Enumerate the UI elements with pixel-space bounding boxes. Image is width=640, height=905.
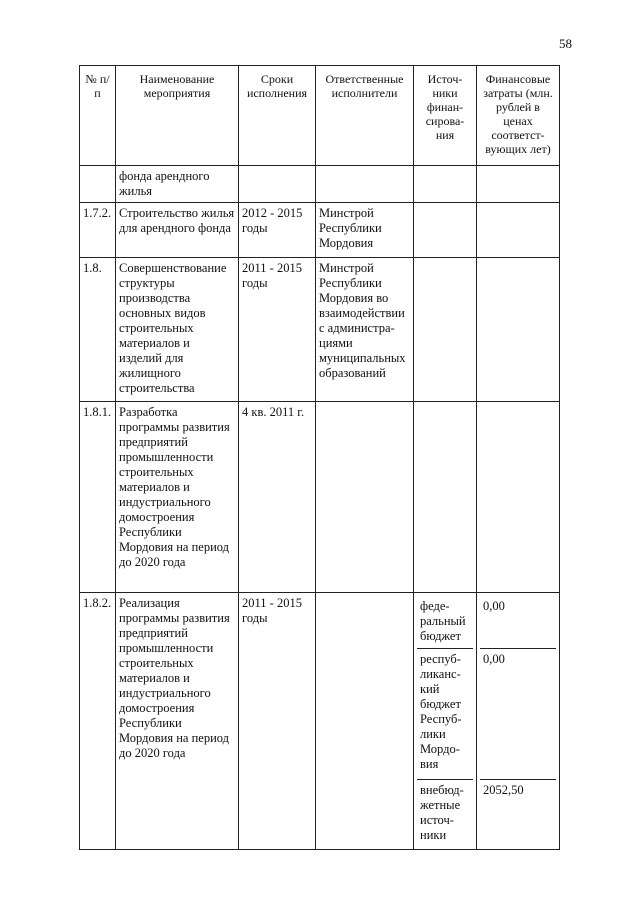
row-costs bbox=[477, 593, 560, 850]
row-responsible: Минстрой Республики Мордовия во взаимодействии с администра-циями муниципальных образований bbox=[316, 258, 414, 402]
table-row bbox=[80, 203, 560, 258]
table-header-row bbox=[80, 66, 560, 166]
header-financial-costs: Финансовые затраты (млн. рублей в ценах соответст-вующих лет) bbox=[477, 66, 560, 166]
header-measure-name: Наименование мероприятия bbox=[116, 66, 239, 166]
row-cost bbox=[477, 258, 560, 402]
header-number: № п/п bbox=[80, 66, 116, 166]
row-period: 2012 - 2015 годы bbox=[239, 203, 316, 258]
cost-republican: 0,00 bbox=[480, 649, 556, 780]
row-funding-source bbox=[414, 258, 477, 402]
row-funding-sources bbox=[414, 593, 477, 850]
row-number: 1.8. bbox=[80, 258, 116, 402]
row-cost bbox=[477, 203, 560, 258]
header-funding-sources: Источ-ники финан-сирова-ния bbox=[414, 66, 477, 166]
table-row bbox=[80, 593, 560, 850]
row-measure-name: Разработка программы развития предприятий промышленности строительных материалов и индустриального домостроения Республики Мордовия на период до 2020 года bbox=[116, 402, 239, 593]
funding-source-republican: респуб-ликанс-кий бюджет Респуб-лики Мордо-вия bbox=[417, 649, 473, 780]
row-responsible bbox=[316, 166, 414, 203]
header-period: Сроки исполнения bbox=[239, 66, 316, 166]
row-period: 4 кв. 2011 г. bbox=[239, 402, 316, 593]
cost-federal: 0,00 bbox=[480, 596, 556, 649]
row-period: 2011 - 2015 годы bbox=[239, 593, 316, 850]
row-responsible bbox=[316, 593, 414, 850]
row-cost bbox=[477, 166, 560, 203]
funding-source-extrabudgetary: внебюд-жетные источ-ники bbox=[420, 783, 464, 842]
table-row bbox=[80, 258, 560, 402]
row-responsible bbox=[316, 402, 414, 593]
header-responsible: Ответственные исполнители bbox=[316, 66, 414, 166]
row-measure-name: Реализация программы развития предприятий промышленности строительных материалов и индустриального домостроения Республики Мордовия на период до 2020 года bbox=[116, 593, 239, 850]
row-period: 2011 - 2015 годы bbox=[239, 258, 316, 402]
page-number: 58 bbox=[559, 36, 572, 51]
row-measure-name: Строительство жилья для арендного фонда bbox=[116, 203, 239, 258]
funding-source-federal: феде-ральный бюджет bbox=[417, 596, 473, 649]
row-funding-source bbox=[414, 166, 477, 203]
row-number bbox=[80, 166, 116, 203]
table-row bbox=[80, 166, 560, 203]
cost-extrabudgetary: 2052,50 bbox=[483, 783, 524, 797]
row-number: 1.8.2. bbox=[80, 593, 116, 850]
row-funding-source bbox=[414, 402, 477, 593]
table-row bbox=[80, 402, 560, 593]
measures-table bbox=[79, 65, 560, 850]
row-funding-source bbox=[414, 203, 477, 258]
row-number: 1.7.2. bbox=[80, 203, 116, 258]
row-number: 1.8.1. bbox=[80, 402, 116, 593]
row-responsible: Минстрой Республики Мордовия bbox=[316, 203, 414, 258]
row-measure-name: фонда арендного жилья bbox=[116, 166, 239, 203]
row-period bbox=[239, 166, 316, 203]
row-measure-name: Совершенствование структуры производства основных видов строительных материалов и изделий для жилищного строительства bbox=[116, 258, 239, 402]
row-cost bbox=[477, 402, 560, 593]
